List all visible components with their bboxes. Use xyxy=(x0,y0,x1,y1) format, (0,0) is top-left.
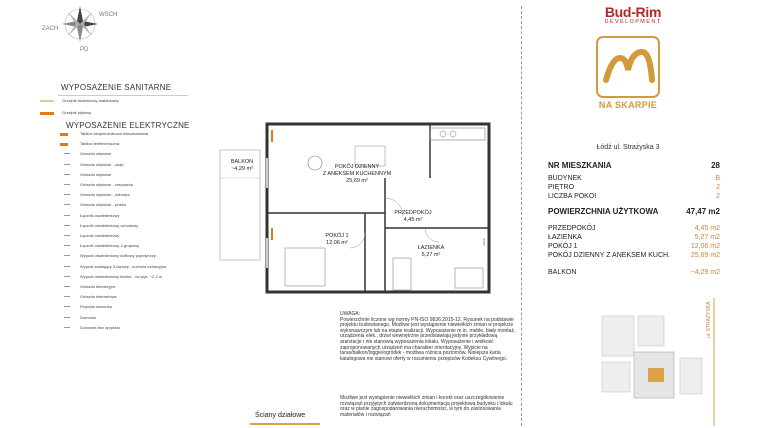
electrical-symbol-icon xyxy=(60,133,68,136)
spec-budynek: BUDYNEK B xyxy=(548,175,720,182)
compass-label-east: WSCH xyxy=(99,12,118,18)
electrical-symbol-icon xyxy=(64,235,70,237)
electrical-symbol-icon xyxy=(64,245,70,247)
electrical-legend-title: WYPOSAŻENIE ELEKTRYCZNE xyxy=(66,121,190,130)
electrical-legend-item: Wypust zasilający 3-fazowy - kuchnia indukcyjna xyxy=(80,264,166,269)
electrical-symbol-icon xyxy=(64,174,70,176)
compass xyxy=(40,2,125,57)
sanitary-legend-title: WYPOSAŻENIE SANITARNE xyxy=(61,83,172,92)
electrical-legend-item: Tablica bezpiecznikowa mieszkaniowa xyxy=(80,131,148,136)
notes-block xyxy=(340,312,516,362)
electrical-symbol-icon xyxy=(64,306,70,308)
electrical-legend-item: Gniazdo wtykowe - okap xyxy=(80,162,124,167)
electrical-symbol-icon xyxy=(64,204,70,206)
electrical-symbol-icon xyxy=(64,317,70,319)
electrical-symbol-icon xyxy=(64,184,70,186)
electrical-legend-item: Wypust oświetleniowy kinkiet - na wys. ~2,2 m xyxy=(80,274,162,279)
electrical-symbol-icon xyxy=(64,286,70,288)
electrical-legend-item: Gniazdo wtykowe - pralka xyxy=(80,202,126,207)
electrical-symbol-icon xyxy=(64,276,70,278)
electrical-symbol-icon xyxy=(64,266,70,268)
electrical-legend-item: Tablica teletechniczna xyxy=(80,141,119,146)
notes-block-2: Możliwe jest wystąpienie niewielkich zmian i korekt oraz uszczegółowienie rozwiązań przyjętych zatwierdzoną dokumentacją projektową budynku i lokalu oraz w planie zagospodarowania nieruchomości, w tym do zastosowania materiałów i rozwiązań xyxy=(340,395,513,418)
room-pokoj-1: POKÓJ 1 12,06 m² xyxy=(325,233,349,246)
panel-radiator-icon xyxy=(40,112,54,115)
mountain-logo-icon xyxy=(596,36,660,98)
vertical-divider xyxy=(521,6,522,426)
room-przedpokoj: PRZEDPOKÓJ 4,45 m² xyxy=(394,210,432,223)
electrical-legend-item: Gniazdo wtykowe xyxy=(80,151,111,156)
legend-item-panel-radiator: Grzejnik płytowy xyxy=(62,110,91,115)
spec-pokoj-dzienny: POKÓJ DZIENNY Z ANEKSEM KUCH. 25,69 m2 xyxy=(548,252,720,259)
electrical-symbol-icon xyxy=(64,194,70,196)
electrical-symbol-icon xyxy=(64,215,70,217)
compass-label-west: ZACH xyxy=(42,26,59,32)
brand-block xyxy=(590,4,676,25)
walls-legend-label: Ściany działowe xyxy=(255,412,306,419)
electrical-symbol-icon xyxy=(64,153,70,155)
electrical-legend-item: Łącznik oświetleniowy xyxy=(80,233,119,238)
electrical-symbol-icon xyxy=(64,296,70,298)
spec-liczba-pokoi: LICZBA POKOI 2 xyxy=(548,193,720,200)
electrical-legend-item: Wypust oświetleniowy sufitowy pojedynczy xyxy=(80,253,156,258)
electrical-legend-item: Gniazdo wtykowe - lodówka xyxy=(80,192,130,197)
spec-pietro: PIĘTRO 2 xyxy=(548,184,720,191)
electrical-legend-item: Przycisk dzwonka xyxy=(80,304,112,309)
brand-sub: DEVELOPMENT xyxy=(604,19,662,25)
compass-label-south: PD xyxy=(80,47,89,53)
spec-pokoj-1: POKÓJ 1 12,06 m2 xyxy=(548,243,720,250)
site-minimap xyxy=(598,298,728,426)
electrical-legend-item: Gniazdo telewizyjne xyxy=(80,284,116,289)
electrical-legend-item: Dzwonek bez opryskiu xyxy=(80,325,120,330)
logo-text: NA SKARPIE xyxy=(598,100,658,110)
brand-name: Bud-Rim xyxy=(604,4,662,20)
electrical-legend-item: Łącznik oświetleniowy schodowy xyxy=(80,223,138,228)
sanitary-divider xyxy=(58,95,188,96)
electrical-symbol-icon xyxy=(64,164,70,166)
electrical-legend-item: Łącznik oświetleniowy 2-grupowy xyxy=(80,243,139,248)
floor-plan-drawing xyxy=(215,118,495,298)
electrical-legend-item: Domofon xyxy=(80,315,96,320)
electrical-legend-item: Łącznik oświetleniowy xyxy=(80,213,119,218)
notes-title: UWAGA: xyxy=(340,311,361,317)
room-pokoj-dzienny: POKÓJ DZIENNY Z ANEKSEM KUCHENNYM 25,69 m² xyxy=(322,164,392,184)
notes-body: Powierzchnie liczone wg normy PN-ISO 9836:2015-12. Rysunek na podstawie projektu budowlanego. Możliwe jest wystąpienie niewielkich zmian w projekcie wykonawczym lub na etapie realizacji. Wyposażenie m.in. meble, biały montaż, urządzenia elek., drzwi wewnętrzne przedstawiają jedynie przykładową aranżacje i nie stanowią wyposażenia lokalu. Wyposażenie i wielkość zaproponowanych urządzeń ma charakter orientacyjny. Wyjście na taras/balkon/loggie/ogródek - możliwa różnica poziomów. Niniejsza karta katalogowa nie stanowi oferty w rozumieniu przepisów Kodeksu Cywilnego. xyxy=(340,316,516,362)
address: Łódź ul. Strażyska 3 xyxy=(596,144,660,151)
electrical-legend-item: Gniazdo wtykowe xyxy=(80,172,111,177)
spec-przedpokoj: PRZEDPOKÓJ 4,45 m2 xyxy=(548,225,720,232)
floor-plan xyxy=(215,118,495,298)
spec-balkon: BALKON ~4,29 m2 xyxy=(548,269,720,276)
legend-item-ladder-radiator: Grzejnik łazienkowy drabinkowy xyxy=(62,98,119,103)
spec-powierzchnia: POWIERZCHNIA UŻYTKOWA 47,47 m2 xyxy=(548,207,720,216)
room-balkon: BALKON ~4,29 m² xyxy=(230,159,254,172)
electrical-symbol-icon xyxy=(64,225,70,227)
ladder-radiator-icon xyxy=(40,100,54,102)
street-label: ul. STRAŻYSKA xyxy=(706,301,712,338)
spec-nr-mieszkania: NR MIESZKANIA 28 xyxy=(548,161,720,170)
electrical-symbol-icon xyxy=(64,327,70,329)
electrical-legend-item: Gniazdo internetowe xyxy=(80,294,117,299)
walls-legend-line xyxy=(250,423,320,425)
spec-lazienka: ŁAZIENKA 5,27 m2 xyxy=(548,234,720,241)
room-lazienka: ŁAZIENKA 5,27 m² xyxy=(417,245,445,258)
electrical-legend-item: Gniazdo wtykowe - zmywarka xyxy=(80,182,133,187)
electrical-symbol-icon xyxy=(60,143,68,146)
electrical-symbol-icon xyxy=(64,255,70,257)
